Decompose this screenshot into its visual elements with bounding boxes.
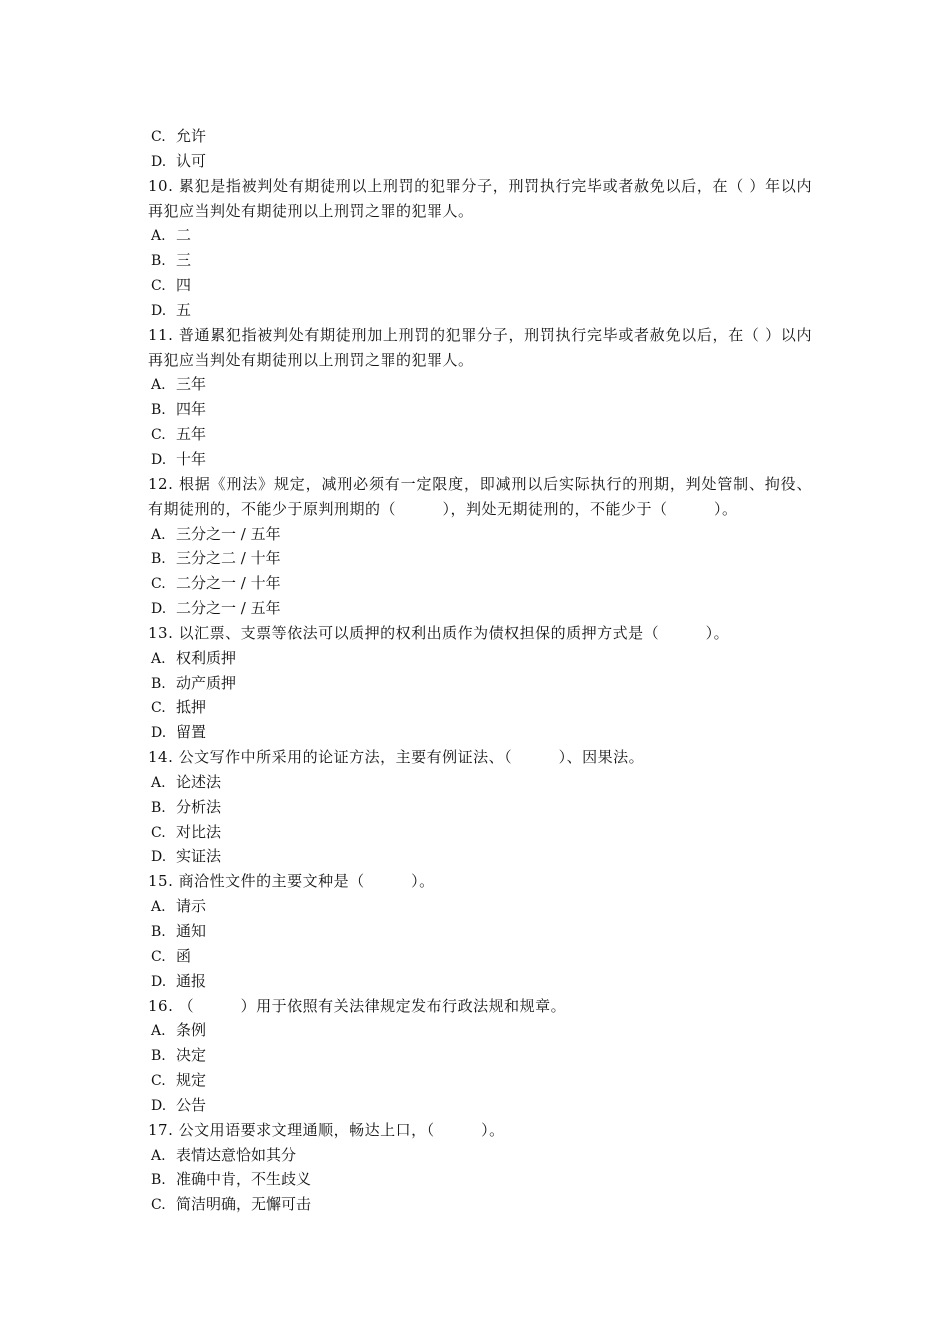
question-item (148, 869, 812, 894)
question-text: 10. 累犯是指被判处有期徒刑以上刑罚的犯罪分子，刑罚执行完毕或者赦免以后，在（ ）年以内再犯应当判处有期徒刑以上刑罚之罪的犯罪人。 (148, 176, 812, 220)
option-letter: A. (151, 1023, 166, 1040)
option-item (148, 944, 812, 969)
exam-content (148, 124, 812, 1217)
option-letter: C. (151, 129, 166, 145)
question-text: 11. 普通累犯指被判处有期徒刑加上刑罚的犯罪分子，刑罚执行完毕或者赦免以后，在（ ）以内再犯应当判处有期徒刑以上刑罚之罪的犯罪人。 (148, 325, 812, 369)
option-text: 表情达意恰如其分 (176, 1145, 297, 1164)
option-text: 三分之二 / 十年 (176, 549, 281, 568)
option-item (148, 720, 812, 745)
option-item (148, 770, 812, 795)
option-letter: C. (151, 700, 166, 717)
option-letter: D. (151, 1097, 167, 1114)
question-text: 16. （ ）用于依照有关法律规定发布行政法规和规章。 (148, 996, 567, 1015)
option-text: 抵押 (176, 698, 207, 717)
option-letter: B. (151, 799, 166, 816)
option-letter: B. (151, 253, 166, 270)
option-letter: D. (151, 725, 167, 742)
question-item (148, 174, 812, 224)
option-text: 十年 (176, 449, 207, 468)
option-text: 论述法 (176, 772, 222, 791)
option-item (148, 372, 812, 397)
option-text: 二 (176, 226, 192, 245)
question-item (148, 994, 812, 1019)
option-letter: A. (151, 526, 166, 543)
question-item (148, 745, 812, 770)
option-letter: D. (151, 302, 167, 319)
option-letter: C. (151, 1073, 166, 1090)
option-item (148, 1143, 812, 1168)
option-text: 实证法 (176, 847, 222, 866)
option-text: 决定 (176, 1046, 207, 1065)
option-text: 权利质押 (176, 648, 237, 667)
option-letter: B. (151, 1048, 166, 1065)
option-text: 留置 (176, 723, 207, 742)
option-item (148, 646, 812, 671)
option-item (148, 1167, 812, 1192)
option-letter: A. (151, 899, 166, 916)
option-text: 三分之一 / 五年 (176, 524, 281, 543)
option-text: 二分之一 / 十年 (176, 574, 281, 593)
question-item (148, 1118, 812, 1143)
question-item (148, 323, 812, 373)
option-letter: B. (151, 402, 166, 419)
option-letter: D. (151, 849, 167, 866)
option-text: 二分之一 / 五年 (176, 599, 281, 618)
option-text: 五 (176, 300, 192, 319)
option-text: 动产质押 (176, 673, 237, 692)
option-text: 简洁明确，无懈可击 (176, 1195, 312, 1214)
option-text: 函 (176, 946, 192, 965)
option-letter: C. (151, 278, 166, 295)
option-text: 请示 (176, 897, 207, 916)
option-item (148, 571, 812, 596)
option-letter: C. (151, 948, 166, 965)
question-text: 14. 公文写作中所采用的论证方法，主要有例证法、（ ）、因果法。 (148, 748, 645, 767)
option-text: 分析法 (176, 797, 222, 816)
option-item (148, 1192, 812, 1217)
option-letter: B. (151, 924, 166, 940)
option-text: 对比法 (176, 822, 222, 841)
option-item (148, 273, 812, 298)
option-item (148, 695, 812, 720)
option-item (148, 522, 812, 547)
question-item (148, 472, 812, 522)
option-letter: C. (151, 576, 166, 593)
option-item (148, 298, 812, 323)
option-item (148, 124, 812, 149)
option-text: 公告 (176, 1095, 207, 1114)
option-letter: D. (151, 601, 167, 618)
option-text: 规定 (176, 1071, 207, 1090)
option-text: 通报 (176, 971, 207, 990)
option-letter: A. (151, 650, 166, 667)
option-item (148, 844, 812, 869)
option-item (148, 546, 812, 571)
option-item (148, 422, 812, 447)
question-text: 13. 以汇票、支票等依法可以质押的权利出质作为债权担保的质押方式是（ ）。 (148, 623, 730, 642)
option-item (148, 919, 812, 944)
question-text: 17. 公文用语要求文理通顺，畅达上口，（ ）。 (148, 1120, 505, 1139)
option-letter: A. (151, 1147, 166, 1164)
option-text: 准确中肯，不生歧义 (176, 1170, 312, 1189)
option-text: 三 (176, 251, 192, 270)
question-item (148, 621, 812, 646)
option-text: 四 (176, 276, 192, 295)
option-text: 四年 (176, 400, 207, 419)
option-item (148, 671, 812, 696)
option-letter: A. (151, 774, 166, 791)
option-item (148, 447, 812, 472)
question-text: 15. 商洽性文件的主要文种是（ ）。 (148, 872, 435, 891)
option-item (148, 223, 812, 248)
option-item (148, 820, 812, 845)
option-item (148, 1093, 812, 1118)
option-item (148, 248, 812, 273)
option-item (148, 969, 812, 994)
option-item (148, 149, 812, 174)
option-item (148, 1068, 812, 1093)
option-text: 允许 (176, 127, 207, 145)
option-text: 通知 (176, 922, 207, 940)
option-item (148, 1018, 812, 1043)
option-item (148, 795, 812, 820)
option-letter: B. (151, 551, 166, 568)
option-letter: B. (151, 1172, 166, 1189)
option-letter: B. (151, 675, 166, 692)
option-item (148, 894, 812, 919)
option-letter: C. (151, 427, 166, 444)
option-letter: A. (151, 377, 166, 394)
option-letter: D. (151, 153, 167, 170)
option-text: 三年 (176, 375, 207, 394)
option-text: 五年 (176, 425, 207, 444)
option-letter: D. (151, 451, 167, 468)
option-letter: C. (151, 824, 166, 841)
option-letter: A. (151, 228, 166, 245)
option-text: 条例 (176, 1021, 207, 1040)
option-item (148, 397, 812, 422)
option-item (148, 596, 812, 621)
option-letter: C. (151, 1197, 166, 1214)
question-text: 12. 根据《刑法》规定，减刑必须有一定限度，即减刑以后实际执行的刑期，判处管制、拘役、有期徒刑的，不能少于原判刑期的（ ），判处无期徒刑的，不能少于（ ）。 (148, 474, 812, 518)
option-letter: D. (151, 973, 167, 990)
option-item (148, 1043, 812, 1068)
option-text: 认可 (176, 151, 207, 170)
